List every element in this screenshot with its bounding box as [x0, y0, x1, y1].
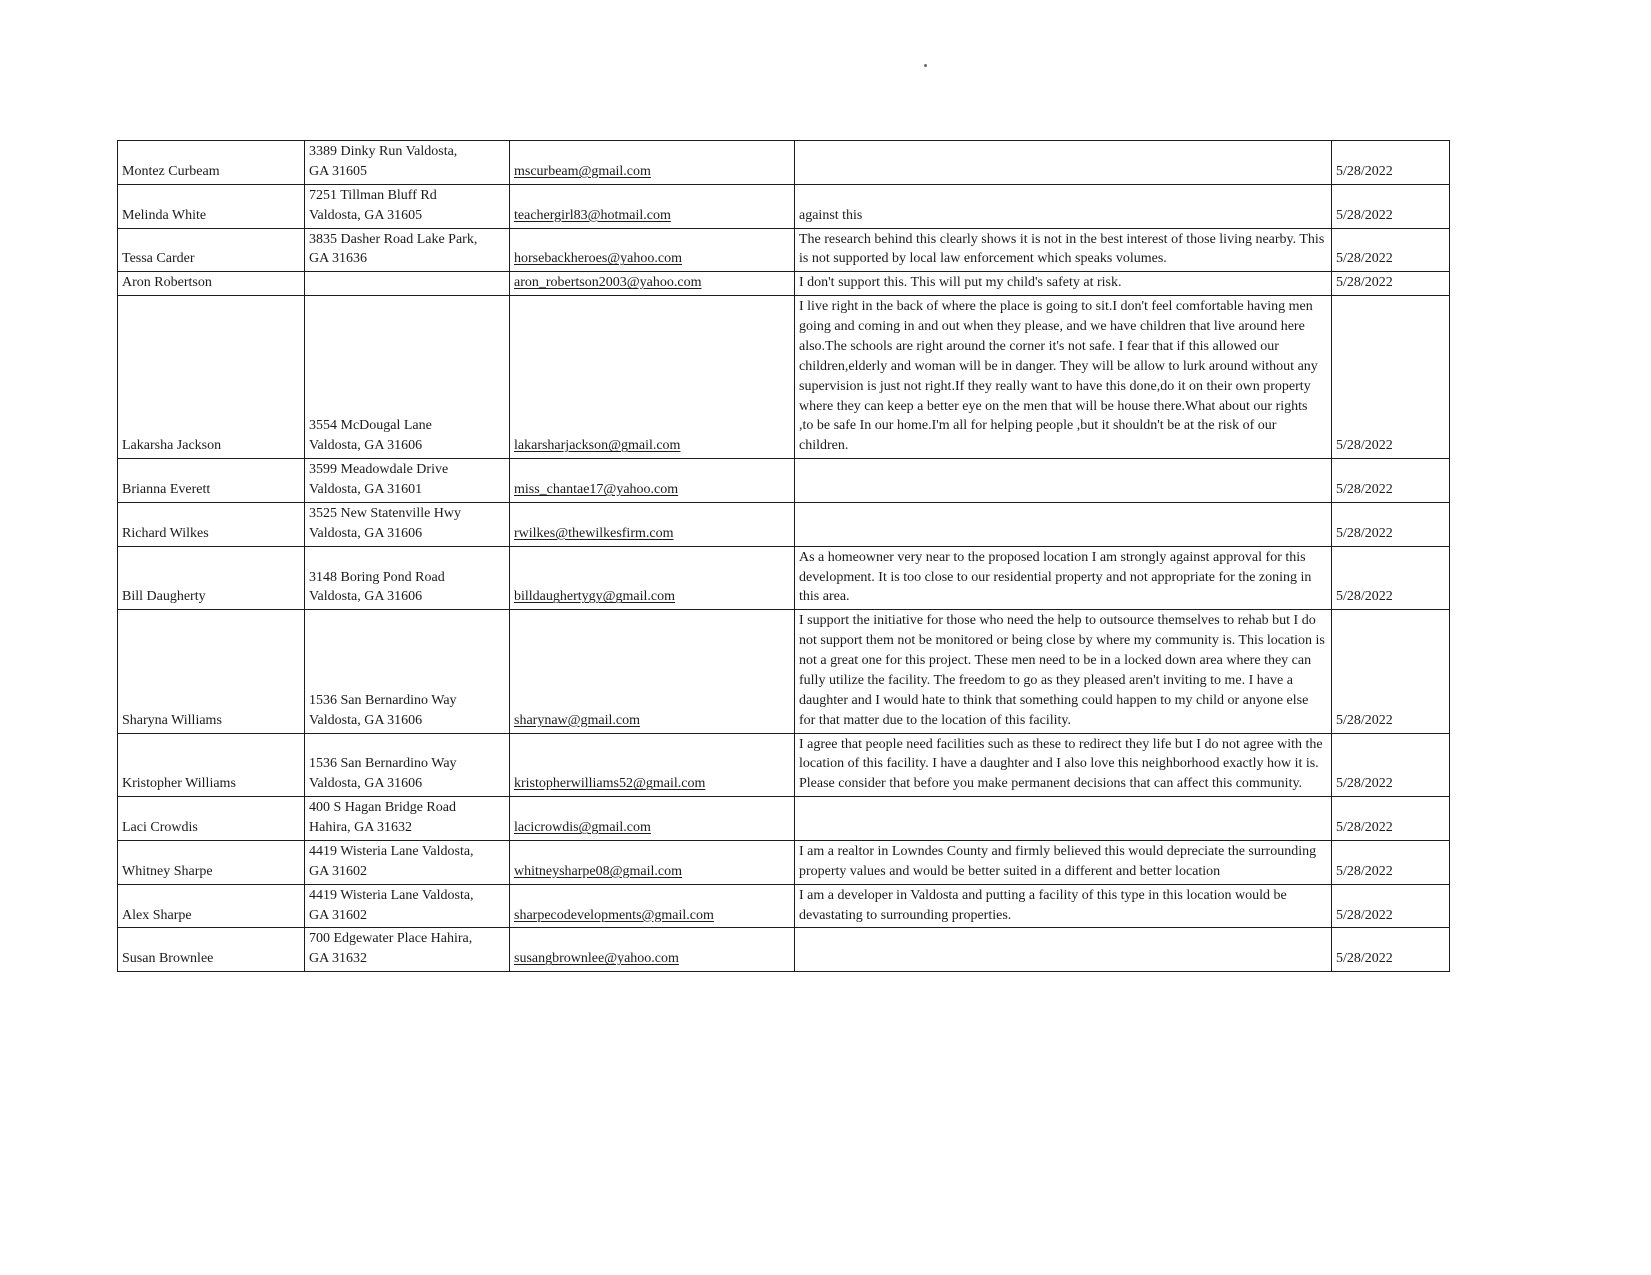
email-address: billdaughertygy@gmail.com — [514, 589, 676, 605]
email-address: horsebackheroes@yahoo.com — [514, 251, 682, 267]
address-cell — [305, 546, 510, 610]
email-address: rwilkes@thewilkesfirm.com — [514, 525, 674, 541]
public-comments-table — [117, 140, 1450, 972]
respondent-name: Lakarsha Jackson — [122, 438, 222, 454]
email-cell — [510, 184, 795, 228]
submission-date: 5/28/2022 — [1336, 907, 1393, 923]
address-line-1: 3835 Dasher Road Lake Park, — [309, 231, 478, 247]
name-cell — [118, 928, 305, 972]
address-cell — [305, 459, 510, 503]
name-cell — [118, 733, 305, 797]
table-row — [118, 928, 1450, 972]
respondent-name: Whitney Sharpe — [122, 863, 213, 879]
date-cell — [1332, 296, 1450, 459]
address-line-2: Hahira, GA 31632 — [309, 820, 413, 835]
name-cell — [118, 459, 305, 503]
submission-date: 5/28/2022 — [1336, 776, 1393, 792]
table-row — [118, 610, 1450, 733]
name-cell — [118, 502, 305, 546]
email-address: mscurbeam@gmail.com — [514, 163, 651, 179]
submission-date: 5/28/2022 — [1336, 863, 1393, 879]
email-cell — [510, 610, 795, 733]
table-row — [118, 733, 1450, 797]
address-line-2: Valdosta, GA 31606 — [309, 776, 423, 792]
address-line-1: 3599 Meadowdale Drive — [309, 462, 449, 478]
email-cell — [510, 272, 795, 296]
scan-artifact-dot — [924, 64, 927, 67]
comment-cell — [795, 502, 1332, 546]
date-cell — [1332, 797, 1450, 841]
respondent-name: Aron Robertson — [122, 275, 212, 291]
table-row — [118, 228, 1450, 272]
address-line-1: 400 S Hagan Bridge Road — [309, 800, 456, 816]
name-cell — [118, 296, 305, 459]
email-address: sharynaw@gmail.com — [514, 712, 641, 728]
address-line-1: 4419 Wisteria Lane Valdosta, — [309, 887, 474, 903]
email-address: teachergirl83@hotmail.com — [514, 207, 671, 223]
email-cell — [510, 797, 795, 841]
address-line-1: 3525 New Statenville Hwy — [309, 505, 462, 521]
address-line-2: GA 31605 — [309, 163, 367, 179]
comment-text: I am a developer in Valdosta and putting a facility of this type in this location would be devastating to surrounding properties. — [799, 887, 1287, 923]
address-line-2: GA 31602 — [309, 863, 367, 879]
comment-text: I don't support this. This will put my child's safety at risk. — [799, 275, 1122, 291]
table-row — [118, 884, 1450, 928]
name-cell — [118, 546, 305, 610]
date-cell — [1332, 184, 1450, 228]
comment-cell — [795, 928, 1332, 972]
respondent-name: Melinda White — [122, 207, 207, 223]
respondent-name: Richard Wilkes — [122, 525, 209, 541]
respondent-name: Montez Curbeam — [122, 163, 220, 179]
submission-date: 5/28/2022 — [1336, 820, 1393, 835]
name-cell — [118, 797, 305, 841]
address-line-1: 700 Edgewater Place Hahira, — [309, 931, 473, 947]
email-address: whitneysharpe08@gmail.com — [514, 863, 683, 879]
submission-date: 5/28/2022 — [1336, 438, 1393, 454]
address-line-2: Valdosta, GA 31606 — [309, 712, 423, 728]
email-cell — [510, 141, 795, 185]
email-cell — [510, 733, 795, 797]
comment-cell — [795, 184, 1332, 228]
comment-cell — [795, 610, 1332, 733]
email-cell — [510, 840, 795, 884]
email-cell — [510, 928, 795, 972]
name-cell — [118, 884, 305, 928]
address-line-1: 1536 San Bernardino Way — [309, 756, 457, 772]
address-line-2: Valdosta, GA 31606 — [309, 438, 423, 454]
date-cell — [1332, 840, 1450, 884]
address-cell — [305, 184, 510, 228]
address-line-2: Valdosta, GA 31601 — [309, 482, 423, 497]
comment-text: I agree that people need facilities such as these to redirect they life but I do not agree with the location of this facility. I have a daughter and I also love this neighborhood exactly how it is. Please consider that before you make permanent decisions that can affect this community. — [799, 736, 1323, 792]
comment-text: against this — [799, 207, 863, 223]
email-cell — [510, 884, 795, 928]
address-line-1: 3148 Boring Pond Road — [309, 569, 445, 585]
submission-date: 5/28/2022 — [1336, 712, 1393, 728]
comment-cell — [795, 840, 1332, 884]
comment-cell — [795, 272, 1332, 296]
name-cell — [118, 228, 305, 272]
comment-cell — [795, 797, 1332, 841]
email-address: aron_robertson2003@yahoo.com — [514, 275, 702, 291]
address-line-2: Valdosta, GA 31606 — [309, 589, 423, 605]
email-cell — [510, 502, 795, 546]
date-cell — [1332, 610, 1450, 733]
email-address: susangbrownlee@yahoo.com — [514, 951, 679, 967]
name-cell — [118, 272, 305, 296]
submission-date: 5/28/2022 — [1336, 525, 1393, 541]
address-cell — [305, 296, 510, 459]
respondent-name: Laci Crowdis — [122, 820, 198, 835]
name-cell — [118, 840, 305, 884]
submission-date: 5/28/2022 — [1336, 951, 1393, 967]
comments-table-body — [118, 141, 1450, 972]
table-row — [118, 840, 1450, 884]
table-row — [118, 296, 1450, 459]
respondent-name: Sharyna Williams — [122, 712, 222, 728]
address-cell — [305, 272, 510, 296]
address-line-1: 3389 Dinky Run Valdosta, — [309, 144, 458, 159]
submission-date: 5/28/2022 — [1336, 275, 1393, 291]
email-address: lakarsharjackson@gmail.com — [514, 438, 681, 454]
respondent-name: Tessa Carder — [122, 251, 195, 267]
comment-text: I am a realtor in Lowndes County and firmly believed this would depreciate the surrounding property values and would be better suited in a different and better location — [799, 843, 1317, 879]
address-line-1: 7251 Tillman Bluff Rd — [309, 187, 437, 203]
address-cell — [305, 884, 510, 928]
respondent-name: Alex Sharpe — [122, 907, 192, 923]
address-line-2: GA 31636 — [309, 251, 367, 267]
comment-cell — [795, 884, 1332, 928]
table-row — [118, 141, 1450, 185]
date-cell — [1332, 502, 1450, 546]
comment-cell — [795, 141, 1332, 185]
submission-date: 5/28/2022 — [1336, 163, 1393, 179]
comment-cell — [795, 459, 1332, 503]
table-row — [118, 797, 1450, 841]
address-cell — [305, 228, 510, 272]
address-line-1: 4419 Wisteria Lane Valdosta, — [309, 843, 474, 859]
table-row — [118, 546, 1450, 610]
address-line-2: GA 31602 — [309, 907, 367, 923]
respondent-name: Kristopher Williams — [122, 776, 236, 792]
address-line-2: Valdosta, GA 31606 — [309, 525, 423, 541]
respondent-name: Bill Daugherty — [122, 589, 206, 605]
email-cell — [510, 459, 795, 503]
date-cell — [1332, 272, 1450, 296]
date-cell — [1332, 459, 1450, 503]
date-cell — [1332, 733, 1450, 797]
email-address: kristopherwilliams52@gmail.com — [514, 776, 706, 792]
email-address: miss_chantae17@yahoo.com — [514, 482, 679, 497]
comment-cell — [795, 733, 1332, 797]
date-cell — [1332, 884, 1450, 928]
submission-date: 5/28/2022 — [1336, 589, 1393, 605]
address-cell — [305, 610, 510, 733]
name-cell — [118, 141, 305, 185]
comment-text: As a homeowner very near to the proposed location I am strongly against approval for this development. It is too close to our residential property and not appropriate for the zoning in this area. — [799, 549, 1312, 605]
comment-text: The research behind this clearly shows it is not in the best interest of those living nearby. This is not supported by local law enforcement which speaks volumes. — [799, 231, 1325, 267]
table-row — [118, 502, 1450, 546]
comment-cell — [795, 296, 1332, 459]
table-row — [118, 459, 1450, 503]
date-cell — [1332, 546, 1450, 610]
date-cell — [1332, 928, 1450, 972]
date-cell — [1332, 228, 1450, 272]
address-line-1: 1536 San Bernardino Way — [309, 692, 457, 708]
address-cell — [305, 733, 510, 797]
comment-cell — [795, 228, 1332, 272]
address-line-2: GA 31632 — [309, 951, 367, 967]
address-cell — [305, 502, 510, 546]
submission-date: 5/28/2022 — [1336, 207, 1393, 223]
respondent-name: Brianna Everett — [122, 482, 211, 497]
email-address: lacicrowdis@gmail.com — [514, 820, 651, 835]
respondent-name: Susan Brownlee — [122, 951, 214, 967]
email-cell — [510, 546, 795, 610]
address-cell — [305, 840, 510, 884]
table-row — [118, 272, 1450, 296]
submission-date: 5/28/2022 — [1336, 251, 1393, 267]
address-cell — [305, 797, 510, 841]
address-line-2: Valdosta, GA 31605 — [309, 207, 423, 223]
name-cell — [118, 610, 305, 733]
name-cell — [118, 184, 305, 228]
email-cell — [510, 296, 795, 459]
email-cell — [510, 228, 795, 272]
email-address: sharpecodevelopments@gmail.com — [514, 907, 714, 923]
address-cell — [305, 141, 510, 185]
address-line-1: 3554 McDougal Lane — [309, 418, 432, 434]
comment-cell — [795, 546, 1332, 610]
comment-text: I support the initiative for those who need the help to outsource themselves to rehab but I do not support them not be monitored or being close by where my community is. This location is not a great one for this project. These men need to be in a locked down area where they can fully utilize the facility. The freedom to go as they pleased aren't inviting to me. I have a daughter and I would hate to think that something could happen to my child or anyone else for that matter due to the location of this facility. — [799, 613, 1325, 728]
submission-date: 5/28/2022 — [1336, 482, 1393, 497]
address-cell — [305, 928, 510, 972]
comment-text: I live right in the back of where the place is going to sit.I don't feel comfortable having men going and coming in and out when they please, and we have children that live around here also.The schools are right around the corner it's not safe. I fear that if this allowed our children,elderly and woman will be in danger. They will be allow to lurk around without any supervision is just not right.If they really want to have this done,do it on their own property where they can keep a better eye on the men that will be house there.What about our rights ,to be safe In our home.I'm all for helping people ,but it shouldn't be at the risk of our children. — [799, 299, 1318, 454]
table-row — [118, 184, 1450, 228]
date-cell — [1332, 141, 1450, 185]
